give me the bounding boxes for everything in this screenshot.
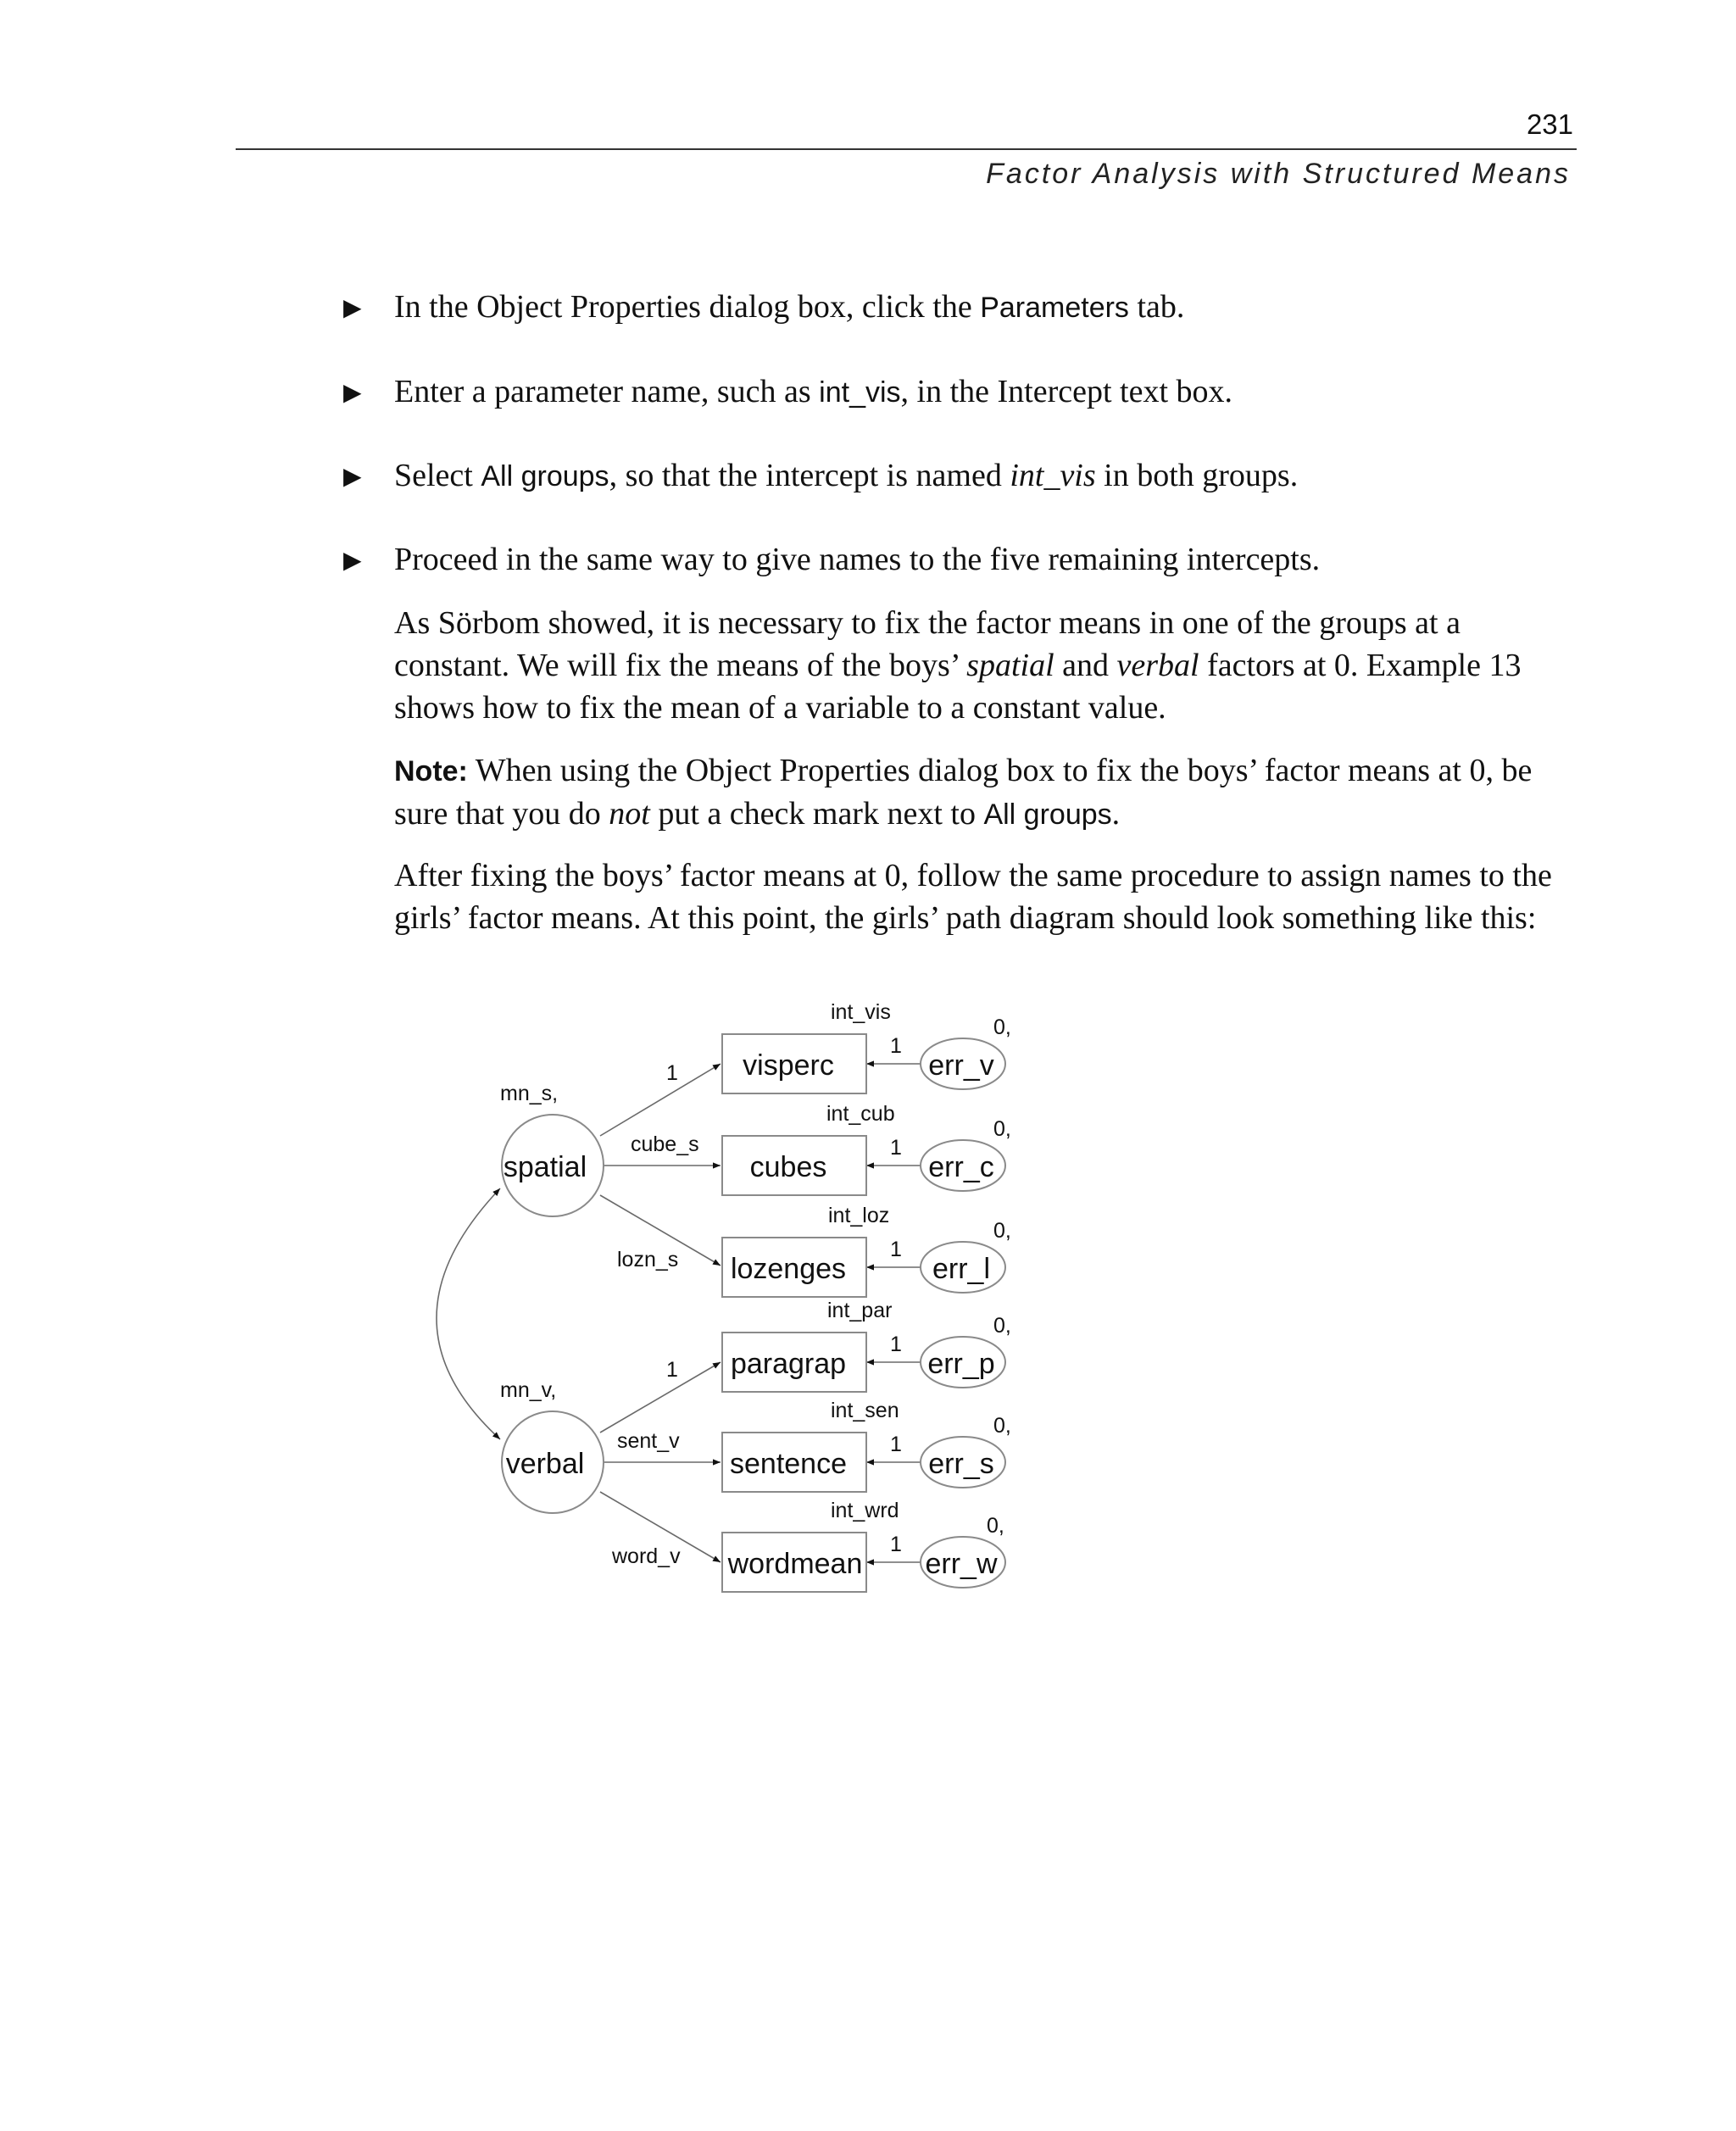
loading-label-visperc: 1 (666, 1061, 678, 1085)
error-mean-err_s: 0, (993, 1414, 1011, 1438)
bullet-icon: ▶ (343, 462, 362, 490)
loading-arrow-paragrap (600, 1362, 721, 1433)
paragraph-girls-means: After fixing the boys’ factor means at 0, follow the same procedure to assign names to the girls’ factor means. At this point, the girls’ path diagram should look something like this: (394, 858, 1552, 936)
loading-arrow-visperc (600, 1064, 721, 1136)
observed-visperc-label: visperc (743, 1049, 834, 1082)
loading-label-cubes: cube_s (631, 1132, 699, 1156)
error-err_s-label: err_s (928, 1448, 994, 1480)
observed-sentence-label: sentence (730, 1448, 847, 1480)
error-weight-paragrap: 1 (890, 1333, 902, 1356)
error-mean-err_w: 0, (987, 1514, 1004, 1538)
observed-lozenges-label: lozenges (730, 1253, 847, 1285)
error-mean-err_v: 0, (993, 1015, 1011, 1039)
factor-verbal-label: verbal (505, 1448, 585, 1480)
step-2: Enter a parameter name, such as int_vis, in the Intercept text box. (394, 374, 1233, 409)
error-err_v-label: err_v (928, 1049, 994, 1082)
loading-label-wordmean: word_v (612, 1544, 681, 1568)
loading-label-lozenges: lozn_s (617, 1248, 679, 1271)
note-paragraph: Note: When using the Object Properties dialog box to fix the boys’ factor means at 0, be sure that you do not put a check mark next to All groups. (394, 753, 1533, 832)
intercept-label-sentence: int_sen (831, 1399, 899, 1422)
loading-label-sentence: sent_v (617, 1429, 680, 1453)
intercept-label-cubes: int_cub (826, 1102, 895, 1126)
page-number: 231 (1526, 108, 1573, 140)
observed-cubes-label: cubes (749, 1151, 827, 1183)
error-err_p-label: err_p (927, 1348, 995, 1380)
observed-paragrap-label: paragrap (730, 1348, 847, 1380)
running-head: Factor Analysis with Structured Means (986, 158, 1571, 190)
factor-spatial-mean: mn_s, (500, 1082, 559, 1105)
step-4: Proceed in the same way to give names to the five remaining intercepts. (394, 542, 1321, 577)
bullet-icon: ▶ (343, 293, 362, 321)
error-mean-err_c: 0, (993, 1117, 1011, 1141)
error-err_w-label: err_w (925, 1548, 998, 1580)
intercept-label-visperc: int_vis (831, 1000, 891, 1024)
error-mean-err_l: 0, (993, 1219, 1011, 1243)
step-3: Select All groups, so that the intercept is named int_vis in both groups. (394, 458, 1299, 493)
error-weight-visperc: 1 (890, 1034, 902, 1058)
intercept-label-wordmean: int_wrd (831, 1499, 899, 1522)
paragraph-factor-means: As Sörbom showed, it is necessary to fix the factor means in one of the groups at a constant. We will fix the means of the boys’ spatial and verbal factors at 0. Example 13 shows how to fix the mean of a variable to a constant value. (394, 605, 1522, 726)
error-weight-wordmean: 1 (890, 1533, 902, 1556)
error-err_l-label: err_l (932, 1253, 991, 1285)
observed-wordmean-label: wordmean (727, 1548, 863, 1580)
step-1: In the Object Properties dialog box, click the Parameters tab. (394, 289, 1185, 325)
error-err_c-label: err_c (928, 1151, 994, 1183)
error-mean-err_p: 0, (993, 1314, 1011, 1338)
bullet-icon: ▶ (343, 546, 362, 574)
intercept-label-paragrap: int_par (827, 1299, 893, 1322)
intercept-label-lozenges: int_loz (828, 1204, 890, 1227)
note-label: Note: (394, 755, 468, 787)
loading-label-paragrap: 1 (666, 1358, 678, 1382)
error-weight-lozenges: 1 (890, 1238, 902, 1261)
bullet-icon: ▶ (343, 378, 362, 406)
error-weight-cubes: 1 (890, 1136, 902, 1160)
factor-verbal-mean: mn_v, (500, 1378, 557, 1402)
error-weight-sentence: 1 (890, 1433, 902, 1456)
factor-covariance-arrow (437, 1188, 500, 1439)
factor-spatial-label: spatial (503, 1151, 587, 1183)
